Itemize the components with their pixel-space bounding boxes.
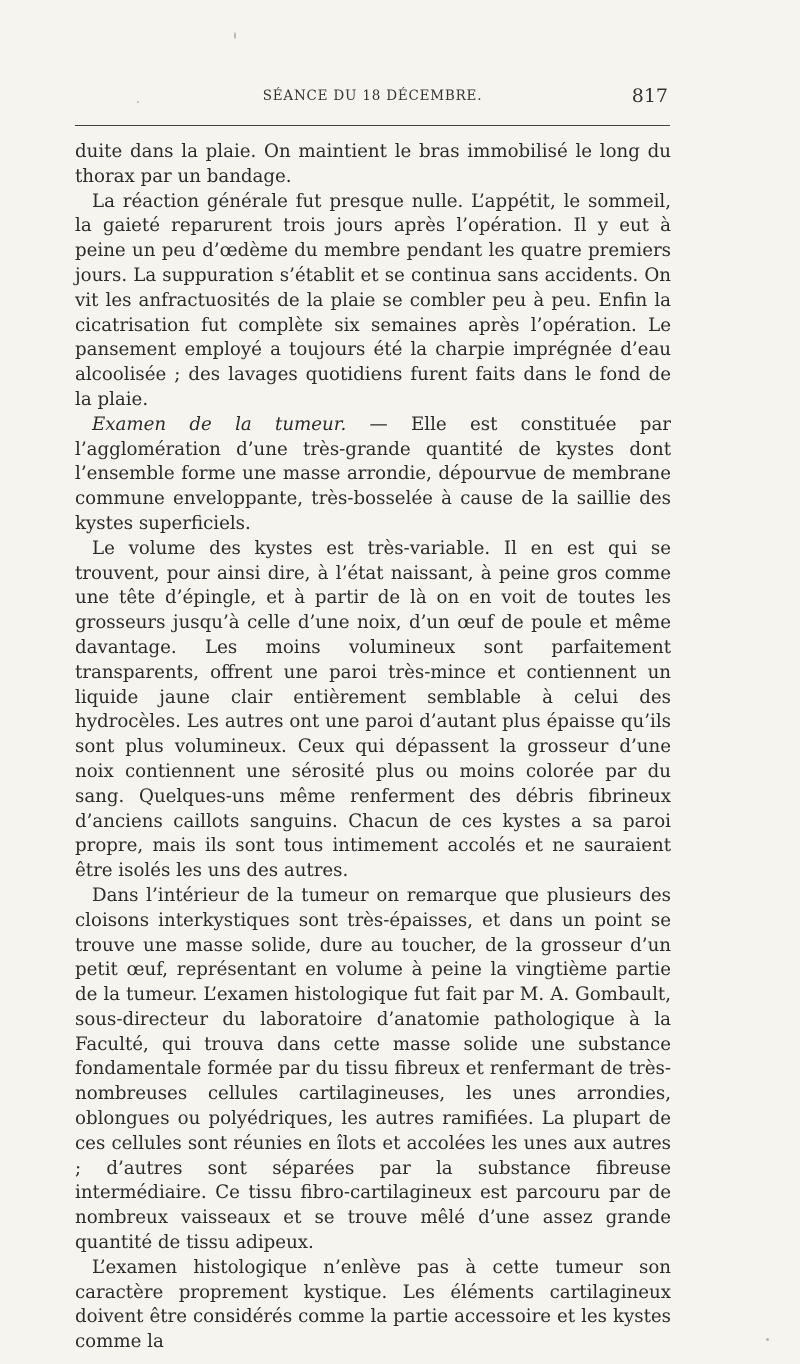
body-text [75, 140, 671, 1355]
running-title: SÉANCE DU 18 DÉCEMBRE. [262, 88, 483, 104]
header-rule [75, 125, 670, 126]
paragraph-text: Dans l’intérieur de la tumeur on remarque que plusieurs des cloisons interkystiques sont très-épaisses, et dans un point se trouve une masse solide, dure au toucher, de la grosseur d’un petit œuf, représentant en volume à peine la vingtième partie de la tumeur. L’examen histologique fut fait par M. A. Gombault, sous-directeur du laboratoire d’anatomie pathologique à la Faculté, qui trouva dans cette masse solide une substance fondamentale formée par du tissu fibreux et renfermant de très-nombreuses cellules cartilagineuses, les unes arrondies, oblongues ou polyédriques, les autres ramifiées. La plupart de ces cellules sont réunies en îlots et accolées les unes aux autres ; d’autres sont séparées par la substance fibreuse intermédiaire. Ce tissu fibro-cartilagineux est parcouru par de nombreux vaisseaux et se trouve mêlé d’une assez grande quantité de tissu adipeux. [75, 884, 671, 1254]
paragraph [75, 190, 671, 413]
paragraph-text: La réaction générale fut presque nulle. L’appétit, le sommeil, la gaieté reparurent trois jours après l’opération. Il y eut à peine un peu d’œdème du membre pendant les quatre premiers jours. La suppuration s’établit et se continua sans accidents. On vit les anfractuosités de la plaie se combler peu à peu. Enfin la cicatrisation fut complète six semaines après l’opération. Le pansement employé a toujours été la charpie imprégnée d’eau alcoolisée ; des lavages quotidiens furent faits dans le fond de la plaie. [75, 190, 671, 410]
paragraph-text: L’examen histologique n’enlève pas à cette tumeur son caractère proprement kystique. Les éléments cartilagineux doivent être considérés comme la partie accessoire et les kystes comme la [75, 1256, 671, 1353]
paper-speck [766, 1338, 769, 1341]
paragraph-text: Le volume des kystes est très-variable. Il en est qui se trouvent, pour ainsi dire, à l’état naissant, à peine gros comme une tête d’épingle, et à partir de là on en voit de toutes les grosseurs jusqu’à celle d’une noix, d’un œuf de poule et même davantage. Les moins volumineux sont parfaitement transparents, offrent une paroi très-mince et contiennent un liquide jaune clair entièrement semblable à celui des hydrocèles. Les autres ont une paroi d’autant plus épaisse qu’ils sont plus volumineux. Ceux qui dépassent la grosseur d’une noix contiennent une sérosité plus ou moins colorée par du sang. Quelques-uns même renferment des débris fibrineux d’anciens caillots sanguins. Chacun de ces kystes a sa paroi propre, mais ils sont tous intimement accolés et ne sauraient être isolés les uns des autres. [75, 537, 671, 882]
paper-speck [234, 32, 236, 39]
section-heading: Examen de la tumeur. [92, 413, 347, 435]
page-number: 817 [631, 85, 668, 107]
paragraph [75, 537, 671, 884]
paragraph [75, 140, 671, 190]
paragraph [75, 413, 671, 537]
paragraph [75, 884, 671, 1256]
paragraph-text: duite dans la plaie. On maintient le bras immobilisé le long du thorax par un bandage. [75, 141, 671, 187]
page-header [75, 85, 670, 116]
paragraph [75, 1256, 671, 1355]
paragraph-text: — Elle est constituée par l’agglomération d’une très-grande quantité de kystes dont l’ensemble forme une masse arrondie, dépourvue de membrane commune enveloppante, très-bosselée à cause de la saillie des kystes superficiels. [75, 413, 671, 534]
paper-speck [137, 101, 139, 103]
